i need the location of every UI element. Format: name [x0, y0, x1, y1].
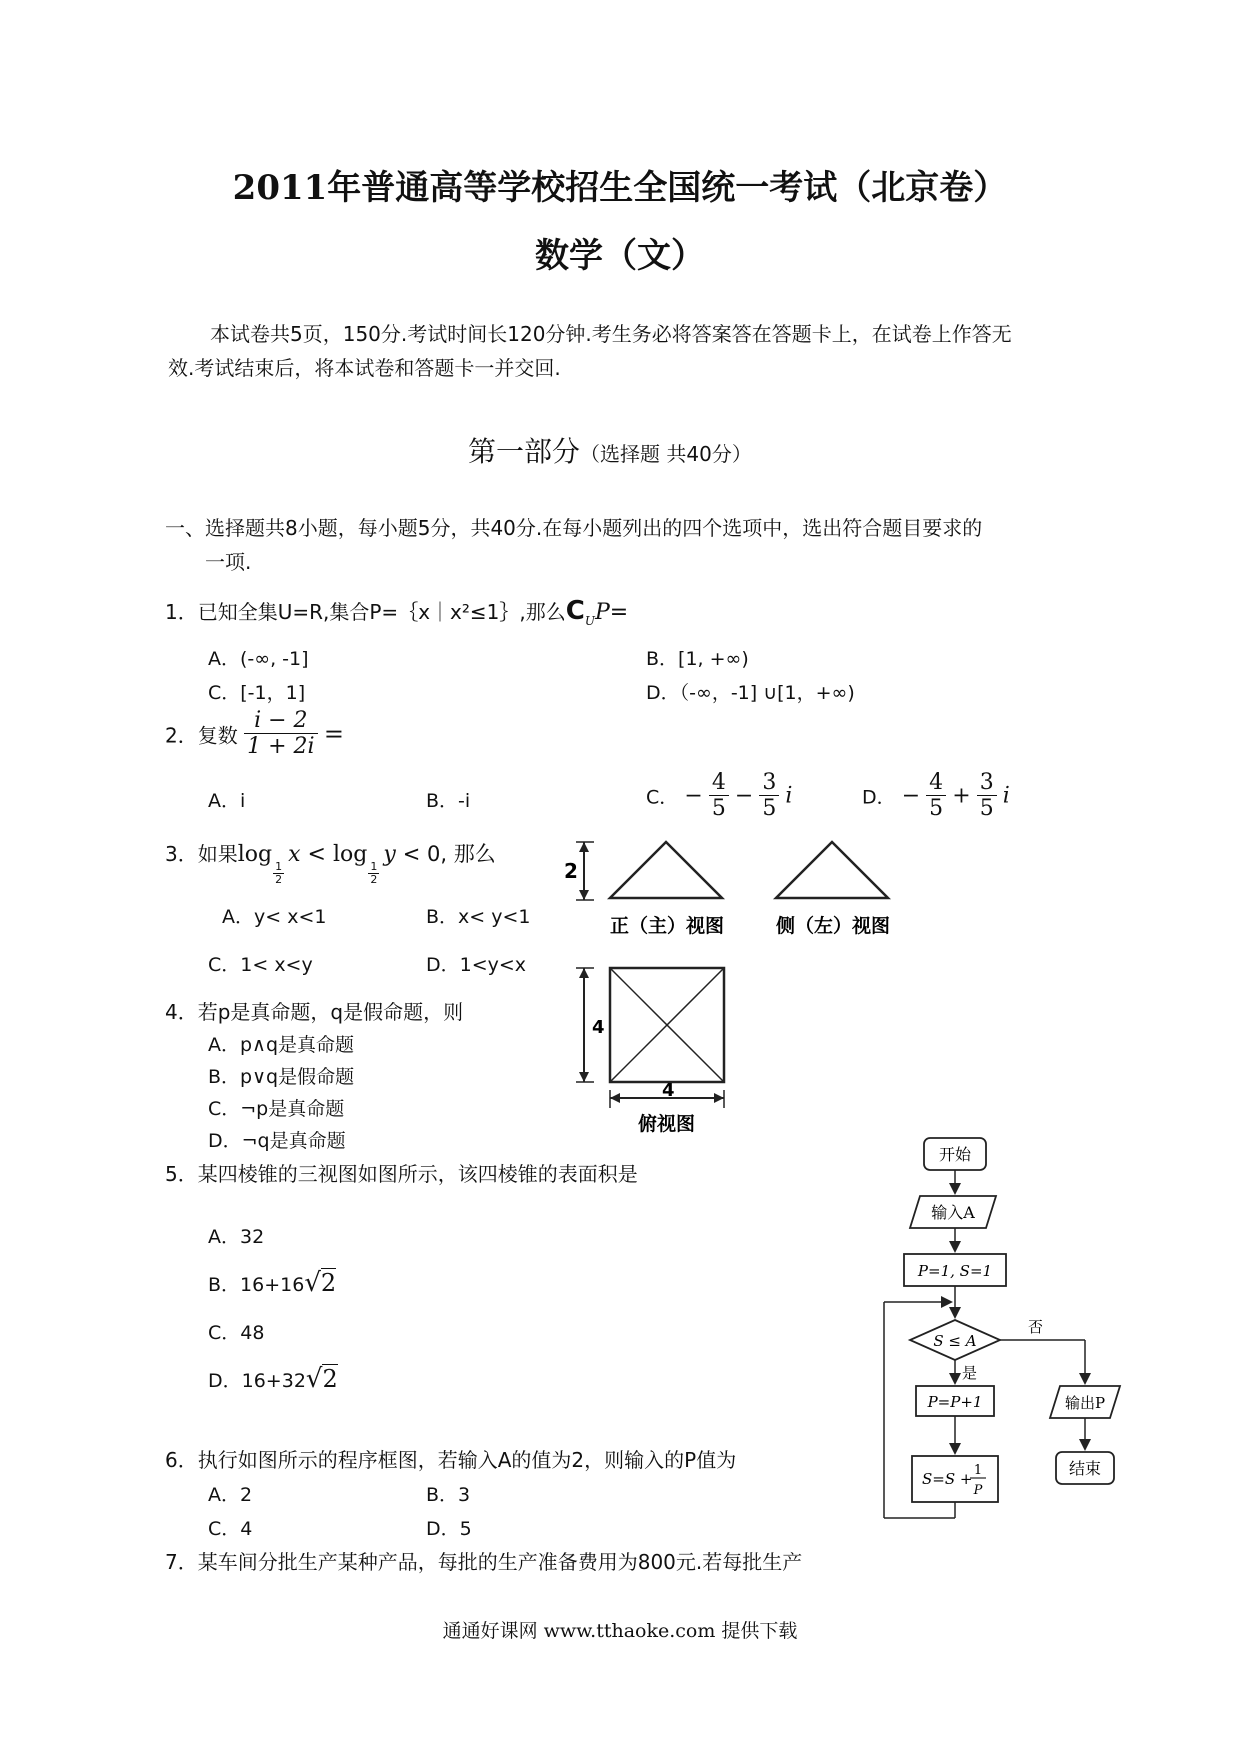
q3-log-1: log	[237, 842, 273, 867]
complement-symbol: C	[565, 596, 585, 626]
q2-option-d-label: D．	[862, 786, 896, 809]
front-view-label: 正（主）视图	[610, 915, 725, 937]
set-p: P	[594, 600, 610, 625]
q3-option-d: D．1<y<x	[426, 954, 527, 976]
q1-stem-text: 1．已知全集U=R,集合P=｛x｜x²≤1｝,那么	[165, 600, 566, 624]
q2-option-b: B．-i	[426, 790, 471, 812]
q2-d-minus: −	[901, 783, 921, 809]
q6-option-c: C．4	[208, 1518, 253, 1540]
q1-option-a: A．(-∞, -1]	[208, 648, 309, 670]
q2-c-frac-2	[759, 770, 779, 822]
q3-base-1-num: 1	[275, 859, 283, 873]
question-6-stem: 6．执行如图所示的程序框图，若输入A的值为2，则输入的P值为	[165, 1448, 737, 1472]
q2-equals: =	[323, 719, 345, 748]
flow-step-p-label: P=P+1	[927, 1393, 983, 1411]
q2-d-frac-1-num: 4	[926, 770, 946, 796]
q2-c-minus-1: −	[684, 783, 703, 809]
q2-option-c	[646, 770, 792, 822]
page-title: 2011年普通高等学校招生全国统一考试（北京卷）	[232, 168, 1008, 208]
q2-d-frac-1	[926, 770, 946, 822]
flow-step-s-den: P	[973, 1483, 983, 1498]
side-view-triangle	[776, 842, 888, 898]
q2-numerator: i − 2	[244, 708, 317, 734]
side-dim-label: 4	[592, 1017, 605, 1038]
q2-d-i: i	[1002, 783, 1010, 809]
q2-c-frac-1	[709, 770, 729, 822]
q2-d-frac-2-den: 5	[979, 796, 994, 822]
flow-input-label: 输入A	[931, 1203, 975, 1222]
q2-c-frac-2-num: 3	[759, 770, 779, 796]
q3-base-1-den: 2	[275, 873, 283, 886]
q6-option-b: B．3	[426, 1484, 471, 1506]
q1-option-c: C．[-1，1]	[208, 682, 306, 704]
question-4-stem: 4．若p是真命题，q是假命题，则	[165, 1000, 464, 1024]
q1-option-b: B．[1, +∞)	[646, 648, 749, 670]
q3-x: x	[288, 842, 301, 867]
q3-option-c: C．1< x<y	[208, 954, 313, 976]
q3-base-2-den: 2	[370, 873, 378, 886]
section-line-2: 一项.	[205, 550, 252, 574]
flow-condition-label: S ≤ A	[933, 1332, 977, 1350]
flow-yes-label: 是	[962, 1364, 978, 1382]
question-1-stem	[165, 596, 628, 628]
q4-option-d: D．¬q是真命题	[208, 1130, 346, 1152]
question-2-stem	[165, 708, 344, 760]
q2-stem-text: 2．复数	[165, 723, 238, 748]
flow-init-label: P=1, S=1	[917, 1262, 993, 1280]
q5-option-b-text: B．16+16	[208, 1274, 305, 1296]
front-view-triangle	[610, 842, 722, 898]
flow-no-label: 否	[1028, 1318, 1044, 1336]
sqrt-icon: √	[305, 1364, 323, 1394]
q2-option-c-label: C．	[646, 786, 679, 809]
q1-equals: =	[609, 600, 629, 625]
q5-option-d-radicand: 2	[322, 1365, 338, 1393]
q2-d-frac-2-num: 3	[977, 770, 997, 796]
section-line-1: 一、选择题共8小题，每小题5分，共40分.在每小题列出的四个选项中，选出符合题目要求的	[165, 516, 983, 540]
q5-option-d-text: D．16+32	[208, 1370, 306, 1392]
q5-option-d	[208, 1364, 338, 1394]
q1-option-d: D．（-∞，-1] ∪[1，+∞)	[646, 682, 855, 704]
q2-c-frac-1-num: 4	[709, 770, 729, 796]
sqrt-icon: √	[304, 1268, 321, 1298]
q2-option-a: A．i	[208, 790, 246, 812]
q2-d-plus: +	[952, 783, 971, 809]
side-view	[776, 842, 890, 937]
q2-c-frac-2-den: 5	[762, 796, 777, 822]
flow-start-label: 开始	[938, 1145, 972, 1164]
q2-d-frac-2	[977, 770, 997, 822]
q4-option-b: B．p∨q是假命题	[208, 1066, 355, 1088]
page-subtitle: 数学（文）	[535, 236, 705, 276]
q3-log-2: log	[332, 842, 368, 867]
intro-line-2: 效.考试结束后，将本试卷和答题卡一并交回.	[168, 356, 561, 380]
q6-option-d: D．5	[426, 1518, 472, 1540]
q2-option-d	[862, 770, 1010, 822]
top-view-label: 俯视图	[638, 1113, 696, 1135]
side-view-label: 侧（左）视图	[776, 915, 891, 937]
q2-c-i: i	[785, 783, 793, 809]
q3-stem-prefix: 3．如果	[165, 842, 238, 866]
flow-end-label: 结束	[1068, 1459, 1102, 1478]
bottom-dim-label: 4	[662, 1080, 675, 1101]
q3-base-1	[273, 861, 284, 886]
question-3-stem	[165, 838, 496, 886]
q5-option-c: C．48	[208, 1322, 265, 1344]
flow-output-label: 输出P	[1064, 1394, 1106, 1412]
q5-option-a: A．32	[208, 1226, 265, 1248]
q5-option-b-radicand: 2	[320, 1269, 337, 1297]
front-view	[564, 842, 724, 937]
q2-c-frac-1-den: 5	[711, 796, 726, 822]
part-heading-title: 第一部分	[468, 435, 581, 468]
q5-option-b	[208, 1268, 336, 1298]
top-view	[576, 968, 724, 1135]
q2-c-minus-2: −	[734, 783, 754, 809]
question-7-stem: 7．某车间分批生产某种产品，每批的生产准备费用为800元.若每批生产	[165, 1550, 803, 1574]
flow-step-s-label: S=S +	[922, 1470, 973, 1488]
q6-option-a: A．2	[208, 1484, 253, 1506]
intro-line-1: 本试卷共5页，150分.考试时间长120分钟.考生务必将答案答在答题卡上，在试卷上作答无	[210, 322, 1012, 346]
q2-fraction	[244, 708, 317, 760]
part-heading-note: （选择题 共40分）	[580, 442, 752, 466]
complement-subscript: U	[584, 614, 595, 628]
q3-y: y	[383, 842, 396, 867]
q2-d-frac-1-den: 5	[929, 796, 944, 822]
flow-step-s-num: 1	[973, 1463, 983, 1478]
q4-option-c: C．¬p是真命题	[208, 1098, 345, 1120]
q3-option-a: A．y< x<1	[222, 906, 327, 928]
part-heading	[468, 430, 752, 470]
q3-base-2	[368, 861, 379, 886]
q3-lt: <	[307, 842, 326, 867]
footer: 通通好课网 www.tthaoke.com 提供下载	[442, 1620, 798, 1642]
height-dim-label: 2	[564, 859, 578, 883]
three-views-figure	[564, 828, 910, 1158]
flowchart	[860, 1130, 1180, 1570]
question-5-stem: 5．某四棱锥的三视图如图所示，该四棱锥的表面积是	[165, 1162, 638, 1186]
q4-option-a: A．p∧q是真命题	[208, 1034, 355, 1056]
q3-option-b: B．x< y<1	[426, 906, 531, 928]
q2-denominator: 1 + 2i	[247, 734, 315, 760]
q3-tail: < 0, 那么	[402, 842, 496, 866]
q3-base-2-num: 1	[370, 859, 378, 873]
